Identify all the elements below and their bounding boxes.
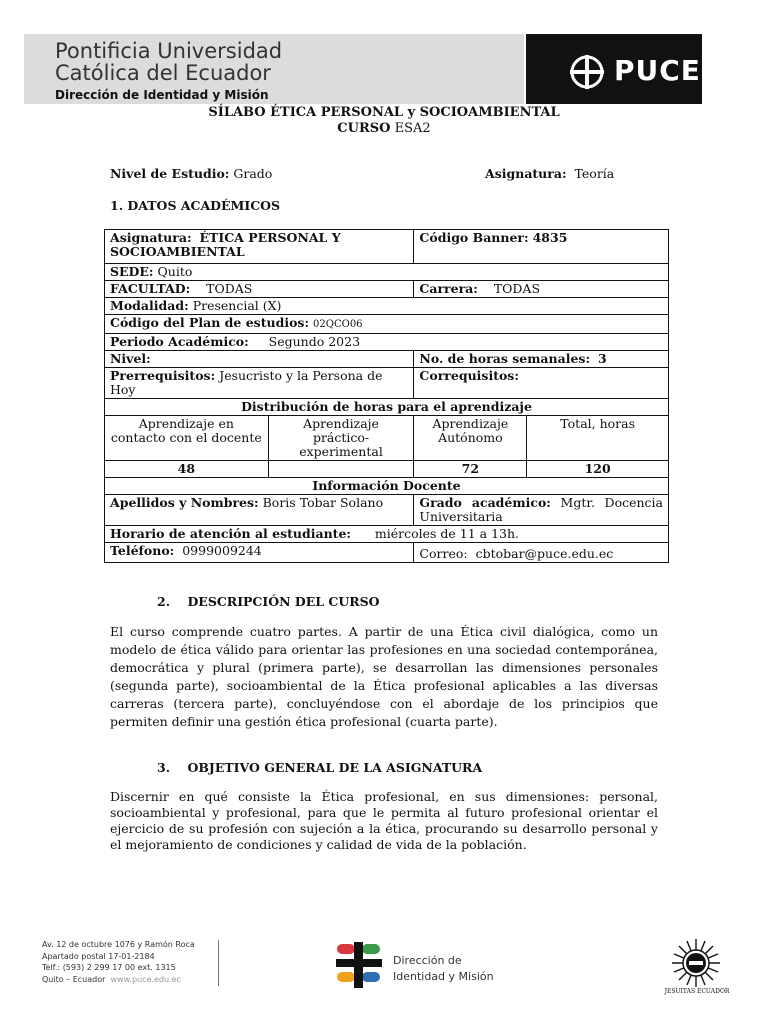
jesuit-seal-icon: [670, 938, 722, 988]
section-academic-data: 1. DATOS ACADÉMICOS: [110, 198, 281, 213]
course-code: CURSO ESA2: [337, 121, 431, 136]
table-row: Apellidos y Nombres: Boris Tobar Solano Grado académico: Mgtr. Docencia Universitaria: [105, 495, 669, 526]
table-row: SEDE: Quito: [105, 264, 669, 281]
syllabus-title: SÍLABO ÉTICA PERSONAL y SOCIOAMBIENTAL: [208, 105, 560, 120]
table-row: Asignatura: ÉTICA PERSONAL Y SOCIOAMBIENTAL Código Banner: 4835: [105, 230, 669, 264]
table-row: Nivel: No. de horas semanales: 3: [105, 351, 669, 368]
university-name-line1: Pontificia Universidad: [55, 39, 283, 63]
table-row: Periodo Académico: Segundo 2023: [105, 334, 669, 351]
table-row: Prerrequisitos: Jesucristo y la Persona de Hoy Correquisitos:: [105, 368, 669, 399]
table-row: Modalidad: Presencial (X): [105, 298, 669, 315]
table-row: 48 72 120: [105, 461, 669, 478]
study-level: Nivel de Estudio: Grado: [110, 166, 273, 181]
academic-data-table: [104, 229, 669, 563]
table-row: FACULTAD: TODAS Carrera: TODAS: [105, 281, 669, 298]
table-row: Información Docente: [105, 478, 669, 495]
table-row: Código del Plan de estudios: 02QCO06: [105, 315, 669, 334]
footer-department: Dirección de Identidad y Misión: [393, 954, 494, 983]
objective-paragraph: Discernir en qué consiste la Ética profesional, en sus dimensiones: personal, socioambiental y profesional, para que le permita al futuro profesional orientar el ejercicio de su profesión con sujeción a la ética, procurando su desarrollo personal y el mejoramiento de condiciones y calidad de vida de la población.: [110, 789, 658, 852]
section-description-title: 2. DESCRIPCIÓN DEL CURSO: [157, 594, 380, 609]
website-link[interactable]: www.puce.edu.ec: [110, 974, 181, 984]
subject-type: Asignatura: Teoría: [485, 166, 615, 181]
footer-address: Av. 12 de octubre 1076 y Ramón Roca Apartado postal 17-01-2184 Telf.: (593) 2 299 17 00 ext. 1315 Quito – Ecuador www.puce.edu.ec: [42, 940, 195, 984]
description-paragraph: El curso comprende cuatro partes. A partir de una Ética civil dialógica, como un modelo de ética válido para orientar las profesiones en una sociedad contemporánea, democrática y plural (primera parte), se desarrollan las dimensiones personales (segunda parte), socioambiental de la Ética profesional aplicables a las diversas carreras (tercera parte), concluyéndose con el abordaje de los principios que permiten definir una gestión ética profesional (cuarta parte).: [110, 624, 658, 729]
puce-logo-text: PUCE: [614, 54, 701, 87]
footer-divider: [218, 940, 219, 986]
puce-emblem-icon: [568, 53, 606, 91]
table-row: Aprendizaje en contacto con el docente Aprendizaje práctico-experimental Aprendizaje Autónomo Total, horas: [105, 416, 669, 461]
department-name: Dirección de Identidad y Misión: [55, 88, 269, 102]
table-row: Horario de atención al estudiante: miércoles de 11 a 13h.: [105, 526, 669, 543]
jesuit-label: JESUITAS ECUADOR: [664, 988, 730, 995]
university-name-line2: Católica del Ecuador: [55, 61, 271, 85]
table-row: Teléfono: 0999009244 Correo: cbtobar@puce.edu.ec: [105, 543, 669, 563]
table-row: Distribución de horas para el aprendizaje: [105, 399, 669, 416]
section-objective-title: 3. OBJETIVO GENERAL DE LA ASIGNATURA: [157, 760, 483, 775]
identity-mission-logo-icon: [334, 942, 384, 988]
